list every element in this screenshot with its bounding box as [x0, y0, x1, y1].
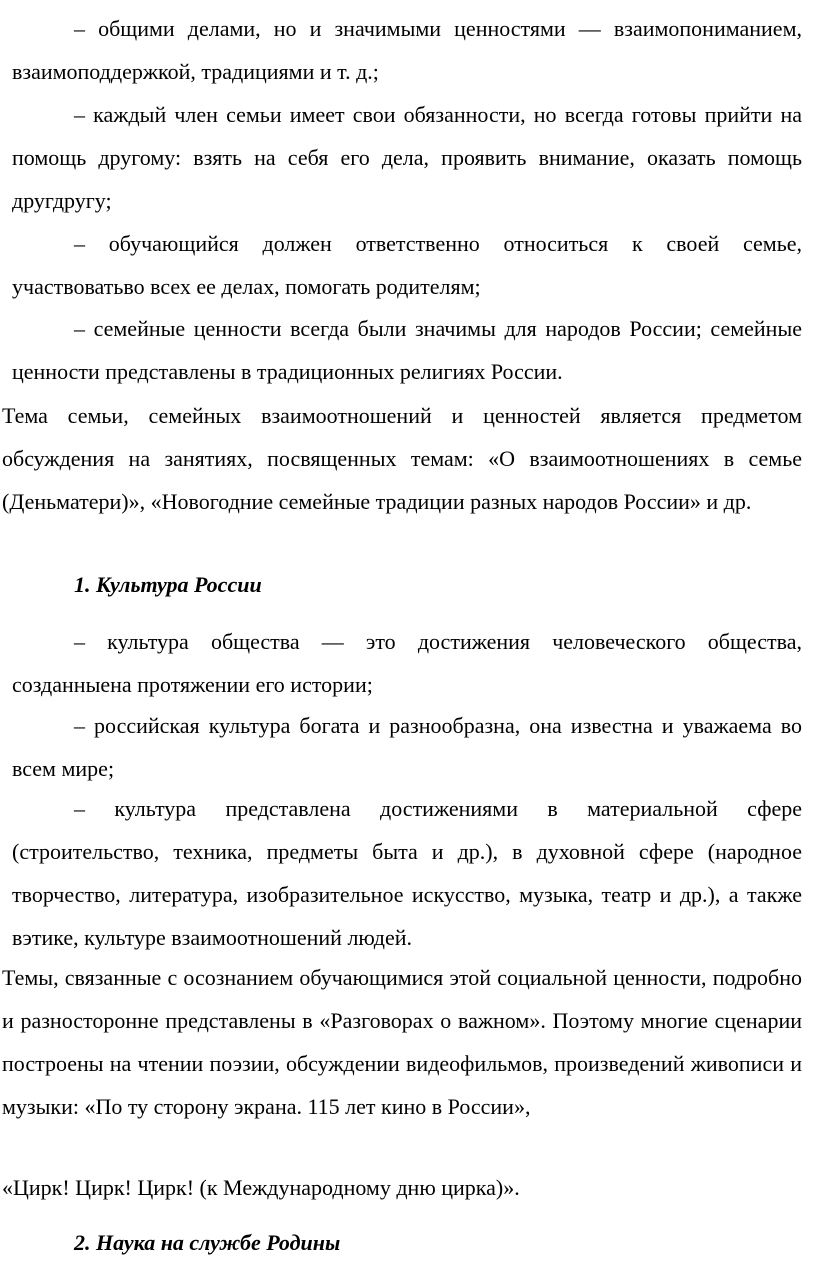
bullet-shared-values: – общими делами, но и значимыми ценностями — взаимопониманием, взаимоподдержкой, традициями и т. д.;: [12, 16, 802, 84]
heading-science-for-motherland: 2. Наука на службе Родины: [74, 1230, 341, 1255]
bullet-student-responsibility: – обучающийся должен ответственно относиться к своей семье, участвоватьво всех ее делах, помогать родителям;: [12, 231, 802, 299]
heading-culture-of-russia: 1. Культура России: [74, 572, 262, 597]
bullet-culture-spheres: – культура представлена достижениями в материальной сфере (строительство, техника, предметы быта и др.), в духовной сфере (народное творчество, литература, изобразительное искусство, музыка, театр и др.), а также вэтике, культуре взаимоотношений людей.: [12, 796, 802, 950]
bullet-family-values-russia: – семейные ценности всегда были значимы для народов России; семейные ценности представлены в традиционных религиях России.: [12, 316, 802, 384]
paragraph-culture-topics: Темы, связанные с осознанием обучающимися этой социальной ценности, подробно и разносторонне представлены в «Разговорах о важном». Поэтому многие сценарии построены на чтении поэзии, обсуждении видеофильмов, произведений живописи и музыки: «По ту сторону экрана. 115 лет кино в России»,: [2, 965, 802, 1119]
bullet-culture-definition: – культура общества — это достижения человеческого общества, созданныена протяжении его истории;: [12, 629, 802, 697]
paragraph-family-topic: Тема семьи, семейных взаимоотношений и ценностей является предметом обсуждения на занятиях, посвященных темам: «О взаимоотношениях в семье (Деньматери)», «Новогодние семейные традиции разных народов России» и др.: [2, 403, 802, 514]
bullet-family-duties: – каждый член семьи имеет свои обязанности, но всегда готовы прийти на помощь другому: взять на себя его дела, проявить внимание, оказать помощь другдругу;: [12, 102, 802, 213]
bullet-russian-culture-rich: – российская культура богата и разнообразна, она известна и уважаема во всем мире;: [12, 713, 802, 781]
paragraph-circus: «Цирк! Цирк! Цирк! (к Международному дню цирка)».: [2, 1175, 520, 1200]
